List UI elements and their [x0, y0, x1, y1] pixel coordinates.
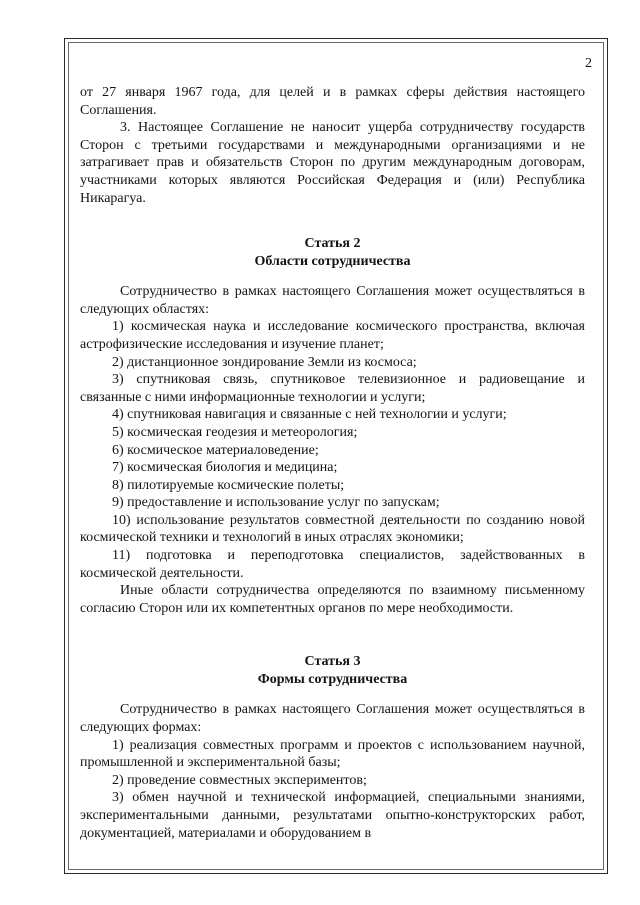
document-body — [80, 84, 585, 842]
intro-paragraph-1: от 27 января 1967 года, для целей и в рамках сферы действия настоящего Соглашения. — [80, 85, 585, 118]
page-number: 2 — [585, 56, 592, 71]
article-2-item: 2) дистанционное зондирование Земли из космоса; — [112, 354, 417, 370]
article-2-lead: Сотрудничество в рамках настоящего Соглашения может осуществляться в следующих областях: — [80, 284, 585, 317]
article-2-item: 7) космическая биология и медицина; — [112, 460, 338, 476]
article-2-item: 11) подготовка и переподготовка специалистов, задействованных в космической деятельности. — [80, 548, 585, 581]
article-3-title: Формы сотрудничества — [257, 672, 408, 688]
article-2-title: Области сотрудничества — [254, 254, 411, 270]
article-3-item: 2) проведение совместных экспериментов; — [112, 772, 367, 788]
article-2-item: 1) космическая наука и исследование космического пространства, включая астрофизические исследования и изучение планет; — [80, 319, 585, 352]
article-2-closing: Иные области сотрудничества определяются по взаимному письменному согласию Сторон или их компетентных органов по мере необходимости. — [80, 583, 585, 616]
article-2-item: 6) космическое материаловедение; — [112, 442, 319, 458]
article-3-lead: Сотрудничество в рамках настоящего Соглашения может осуществляться в следующих формах: — [80, 702, 585, 736]
article-2-item: 3) спутниковая связь, спутниковое телевизионное и радиовещание и связанные с ними информационные технологии и услуги; — [80, 372, 585, 405]
article-2-item: 10) использование результатов совместной деятельности по созданию новой космической техники и технологий в иных отраслях экономики; — [80, 512, 585, 546]
intro-paragraph-2: 3. Настоящее Соглашение не наносит ущерба сотрудничеству государств Сторон с третьими государствами и международными организациями и не затрагивает прав и обязательств Сторон по другим международным договорам, участниками которых являются Российская Федерация и (или) Республика Никарагуа. — [80, 120, 585, 206]
article-3-item: 3) обмен научной и технической информацией, специальными знаниями, экспериментальными данными, результатами опытно-конструкторских работ, документацией, материалами и оборудованием в — [80, 790, 585, 841]
article-2-item: 9) предоставление и использование услуг по запускам; — [112, 495, 440, 511]
article-3-item: 1) реализация совместных программ и проектов с использованием научной, промышленной и экспериментальной базы; — [80, 737, 585, 771]
article-2-item: 5) космическая геодезия и метеорология; — [112, 424, 358, 440]
article-3-number: Статья 3 — [304, 654, 361, 670]
article-2-number: Статья 2 — [304, 236, 361, 252]
article-2-item: 4) спутниковая навигация и связанные с ней технологии и услуги; — [112, 407, 507, 423]
article-2-item: 8) пилотируемые космические полеты; — [112, 477, 345, 493]
